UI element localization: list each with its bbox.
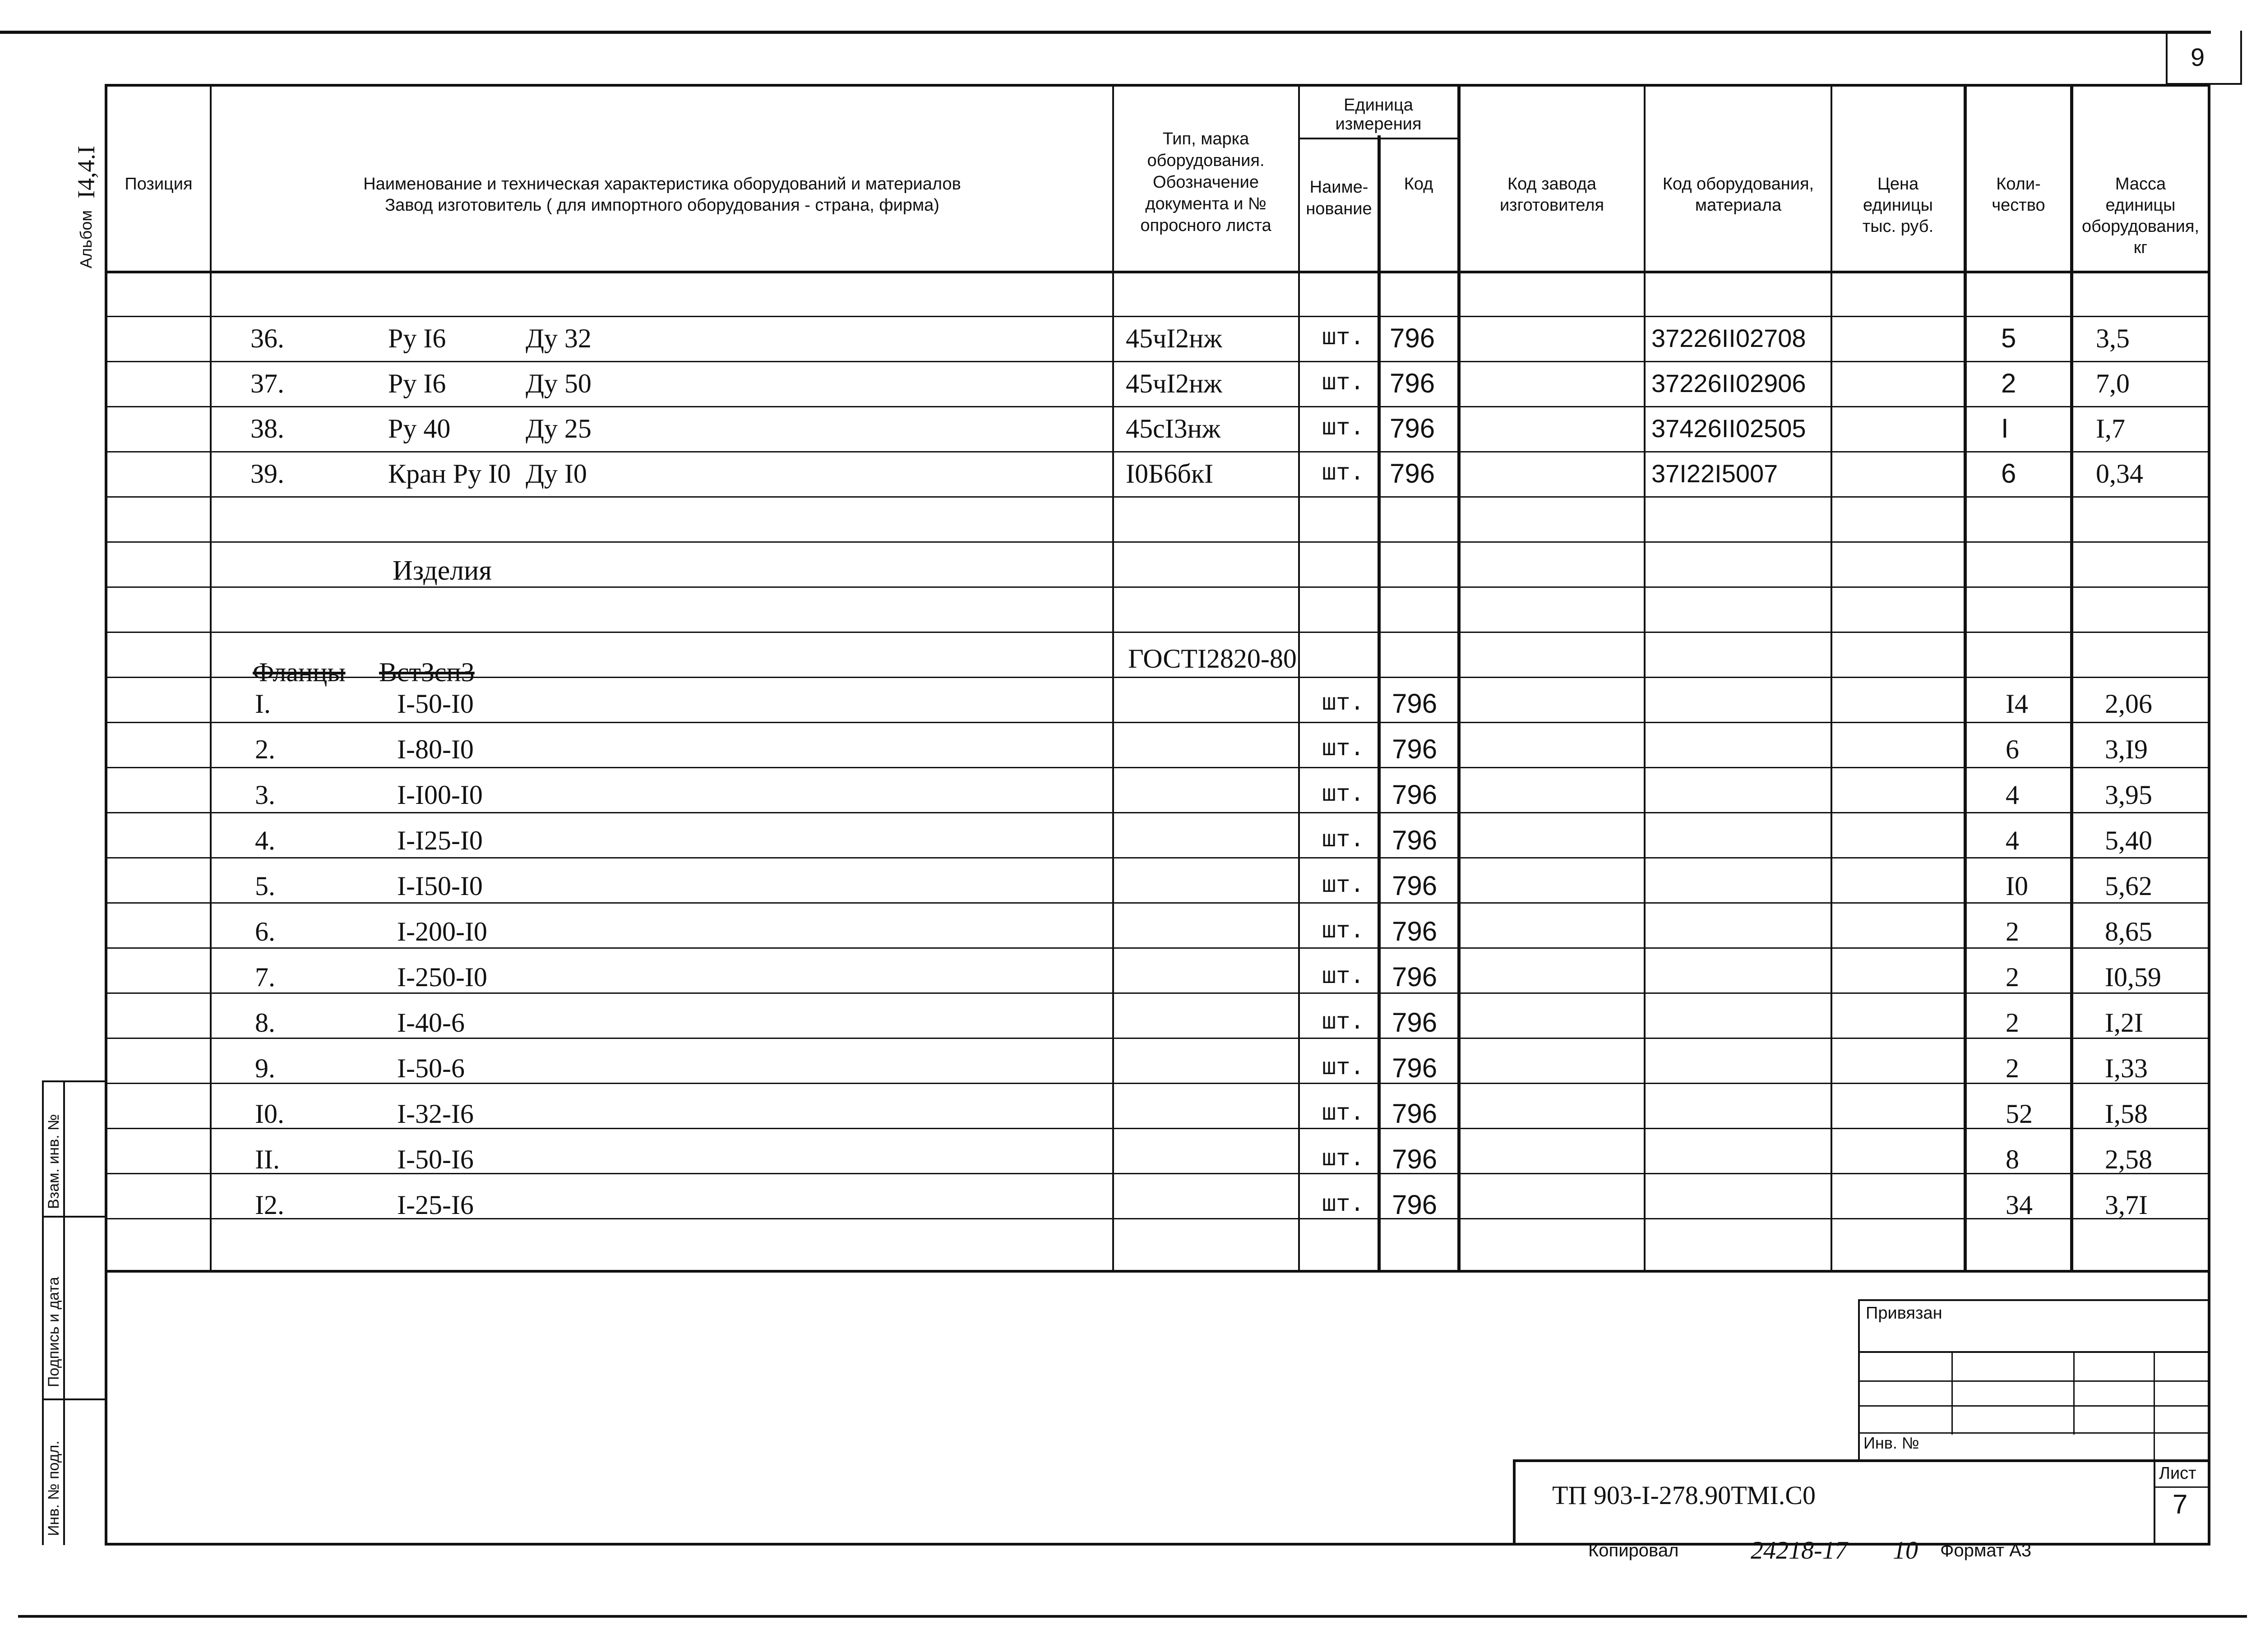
col-line-plant — [1457, 84, 1461, 1272]
row-mass: 0,34 — [2096, 459, 2143, 489]
row-name: Ру 40 — [388, 414, 451, 443]
side-stamp-top — [42, 1080, 106, 1082]
flange-unit: шт. — [1322, 918, 1364, 945]
flange-unit: шт. — [1322, 690, 1364, 717]
row-qty: 5 — [2001, 323, 2016, 353]
header-bottom-line — [105, 271, 2210, 273]
flange-name: I-25-I6 — [397, 1190, 474, 1220]
side-stamp-sep1 — [42, 1216, 106, 1218]
row-qty: 2 — [2001, 368, 2016, 398]
flange-number: 3. — [255, 780, 275, 810]
flange-qty: I0 — [2006, 871, 2028, 901]
title-block-left — [1513, 1459, 1516, 1545]
flange-number: I0. — [255, 1099, 284, 1129]
flange-name: I-I50-I0 — [397, 871, 483, 901]
row-type: 45сI3нж — [1126, 414, 1221, 443]
flange-number: 2. — [255, 734, 275, 764]
stamp-inv-no: Инв. № — [1863, 1434, 1919, 1452]
flange-qty: 34 — [2006, 1190, 2033, 1220]
row-separator — [105, 316, 2210, 317]
header-unit-l1: Единица — [1344, 96, 1413, 115]
sheet-box-right — [2240, 31, 2242, 85]
row-separator — [105, 541, 2210, 543]
header-qty-l2: чество — [1992, 196, 2045, 215]
header-position: Позиция — [125, 175, 193, 194]
row-dn: Ду 25 — [526, 414, 592, 443]
flange-mass: 3,95 — [2105, 780, 2152, 810]
row-type: I0Б6бкI — [1126, 459, 1214, 489]
flange-mass: I0,59 — [2105, 962, 2161, 992]
album-label: Альбом — [77, 210, 95, 268]
header-type-l1: Тип, марка — [1162, 129, 1249, 148]
flange-qty: 2 — [2006, 1053, 2019, 1083]
flange-number: 5. — [255, 871, 275, 901]
flange-name: I-200-I0 — [397, 917, 487, 946]
flange-qty: 2 — [2006, 917, 2019, 946]
header-price-l2: единицы — [1863, 196, 1933, 215]
header-mass-l3: оборудования, — [2081, 217, 2200, 236]
frame-left — [105, 84, 107, 1546]
row-unit: шт. — [1322, 370, 1364, 397]
flange-name: I-I00-I0 — [397, 780, 483, 810]
col-line-pos — [210, 84, 212, 1272]
row-number: 39. — [250, 459, 284, 489]
row-code: 796 — [1390, 413, 1435, 443]
flange-number: 7. — [255, 962, 275, 992]
side-stamp-divider — [63, 1080, 65, 1545]
col-line-code — [1378, 135, 1381, 1272]
album-number: I4,4.I — [73, 146, 100, 198]
row-separator — [105, 632, 2210, 633]
row-unit: шт. — [1322, 325, 1364, 351]
header-qty-l1: Коли- — [1996, 175, 2041, 194]
row-separator — [105, 496, 2210, 498]
flange-unit: шт. — [1322, 781, 1364, 808]
row-equip-code: 37I22I5007 — [1651, 459, 1778, 488]
flange-qty: 6 — [2006, 734, 2019, 764]
row-separator — [105, 812, 2210, 813]
row-separator — [105, 947, 2210, 949]
row-name: Ру I6 — [388, 369, 446, 398]
row-qty: 6 — [2001, 458, 2016, 489]
row-equip-code: 37226II02906 — [1651, 369, 1806, 397]
row-separator — [105, 451, 2210, 452]
flange-qty: 2 — [2006, 1008, 2019, 1038]
row-mass: 3,5 — [2096, 323, 2130, 353]
row-separator — [105, 406, 2210, 407]
flange-unit: шт. — [1322, 1191, 1364, 1218]
flange-mass: 5,40 — [2105, 826, 2152, 855]
row-type: 45чI2нж — [1126, 323, 1222, 353]
flange-number: I. — [255, 689, 271, 719]
header-unit-l2: измерения — [1335, 115, 1422, 134]
flange-number: 6. — [255, 917, 275, 946]
title-block-sheet-mid — [2154, 1486, 2209, 1488]
flange-unit: шт. — [1322, 736, 1364, 762]
stamp-col-1 — [1951, 1351, 1953, 1435]
header-equip-l2: материала — [1695, 196, 1782, 215]
flange-qty: 4 — [2006, 780, 2019, 810]
col-line-type — [1112, 84, 1114, 1272]
row-mass: I,7 — [2096, 414, 2125, 443]
stamp-privyazan-top — [1858, 1299, 2209, 1301]
row-number: 36. — [250, 323, 284, 353]
row-separator — [105, 586, 2210, 588]
flange-number: 9. — [255, 1053, 275, 1083]
flange-unit: шт. — [1322, 872, 1364, 899]
flange-unit: шт. — [1322, 964, 1364, 990]
flange-name: I-250-I0 — [397, 962, 487, 992]
flange-name: I-32-I6 — [397, 1099, 474, 1129]
header-type-l4: документа и № — [1145, 194, 1267, 213]
row-separator — [105, 767, 2210, 768]
header-price-l1: Цена — [1877, 175, 1919, 194]
flange-code: 796 — [1392, 688, 1438, 719]
header-mass-l4: кг — [2133, 238, 2148, 257]
row-equip-code: 37226II02708 — [1651, 324, 1806, 352]
row-dn: Ду 32 — [526, 323, 592, 353]
flange-name: I-50-6 — [397, 1053, 465, 1083]
flange-code: 796 — [1392, 1053, 1438, 1083]
flange-name: I-I25-I0 — [397, 826, 483, 855]
flange-number: 8. — [255, 1008, 275, 1038]
flange-code: 796 — [1392, 780, 1438, 810]
col-line-mass — [2070, 84, 2073, 1272]
flange-number: II. — [255, 1144, 280, 1174]
header-name-line1: Наименование и техническая характеристика оборудований и материалов — [363, 175, 961, 194]
row-dn: Ду I0 — [526, 459, 587, 489]
header-mass-l2: единицы — [2105, 196, 2176, 215]
row-unit: шт. — [1322, 460, 1364, 487]
flange-mass: 3,7I — [2105, 1190, 2148, 1220]
header-unit-name-l2: нование — [1306, 199, 1372, 218]
row-separator — [105, 857, 2210, 858]
footer-format: Формат А3 — [1940, 1541, 2032, 1560]
side-podpis: Подпись и дата — [45, 1277, 62, 1387]
flange-mass: I,2I — [2105, 1008, 2143, 1038]
flange-code: 796 — [1392, 1007, 1438, 1038]
flanges-title: Фланцы — [253, 657, 346, 687]
footer-number2: 10 — [1893, 1537, 1918, 1564]
title-block-top — [1513, 1459, 2209, 1462]
stamp-sheet-label: Лист — [2159, 1464, 2196, 1483]
flanges-gost: ГОСТI2820-80 — [1128, 644, 1297, 674]
side-stamp-sep2 — [42, 1398, 106, 1400]
row-type: 45чI2нж — [1126, 369, 1222, 398]
header-unit-name-l1: Наиме- — [1309, 178, 1368, 197]
frame-inner-top — [105, 84, 2210, 87]
flange-code: 796 — [1392, 734, 1438, 764]
row-name: Кран Ру I0 — [388, 459, 511, 489]
flange-name: I-80-I0 — [397, 734, 474, 764]
flange-mass: I,33 — [2105, 1053, 2148, 1083]
row-qty: I — [2001, 413, 2009, 443]
sheet-number-top: 9 — [2191, 43, 2205, 71]
flange-mass: 2,06 — [2105, 689, 2152, 719]
flange-code: 796 — [1392, 916, 1438, 946]
flange-number: 4. — [255, 826, 275, 855]
row-name: Ру I6 — [388, 323, 446, 353]
row-dn: Ду 50 — [526, 369, 592, 398]
flange-code: 796 — [1392, 1190, 1438, 1220]
section-title: Изделия — [393, 555, 492, 586]
flange-code: 796 — [1392, 962, 1438, 992]
flange-unit: шт. — [1322, 827, 1364, 854]
stamp-line-3 — [1858, 1405, 2209, 1407]
row-separator — [105, 902, 2210, 904]
row-number: 38. — [250, 414, 284, 443]
stamp-doc-code: ТП 903-I-278.90ТМI.С0 — [1552, 1481, 1816, 1510]
row-unit: шт. — [1322, 415, 1364, 442]
header-unit-code: Код — [1404, 175, 1433, 194]
flange-name: I-50-I6 — [397, 1144, 474, 1174]
row-mass: 7,0 — [2096, 369, 2130, 398]
title-block-sheet-left — [2154, 1459, 2155, 1545]
side-inv-podl: Инв. № подл. — [45, 1440, 62, 1536]
table-bottom-line — [105, 1270, 2210, 1273]
header-mass-l1: Масса — [2115, 175, 2166, 194]
flange-number: I2. — [255, 1190, 284, 1220]
col-line-equip — [1644, 84, 1646, 1272]
header-type-l2: оборудования. — [1147, 151, 1265, 170]
flange-name: I-50-I0 — [397, 689, 474, 719]
sheet-box-left — [2166, 31, 2168, 85]
page-bottom-rule — [18, 1615, 2247, 1618]
frame-top — [0, 31, 2211, 34]
stamp-privyazan: Привязан — [1866, 1304, 1942, 1323]
flange-code: 796 — [1392, 825, 1438, 855]
flange-qty: 52 — [2006, 1099, 2033, 1129]
col-line-unit — [1298, 84, 1300, 1272]
row-code: 796 — [1390, 323, 1435, 353]
side-stamp-left — [42, 1080, 44, 1545]
header-type-l3: Обозначение — [1152, 173, 1259, 192]
row-separator — [105, 361, 2210, 362]
sheet-box-bottom — [2166, 83, 2242, 85]
header-type-l5: опросного листа — [1140, 216, 1271, 235]
header-price-l3: тыс. руб. — [1862, 217, 1934, 236]
flange-code: 796 — [1392, 871, 1438, 901]
stamp-sheet-no: 7 — [2173, 1489, 2188, 1519]
stamp-col-2 — [2073, 1351, 2075, 1435]
header-equip-l1: Код оборудования, — [1662, 175, 1814, 194]
stamp-line-2 — [1858, 1380, 2209, 1382]
flange-mass: 3,I9 — [2105, 734, 2148, 764]
flange-unit: шт. — [1322, 1055, 1364, 1081]
flange-code: 796 — [1392, 1144, 1438, 1174]
side-vzam: Взам. инв. № — [45, 1114, 62, 1209]
row-separator — [105, 722, 2210, 723]
row-code: 796 — [1390, 458, 1435, 489]
header-plant-l2: изготовителя — [1499, 196, 1604, 215]
flange-mass: 2,58 — [2105, 1144, 2152, 1174]
flange-unit: шт. — [1322, 1146, 1364, 1172]
flange-mass: I,58 — [2105, 1099, 2148, 1129]
unit-header-line — [1298, 138, 1457, 139]
col-line-qty — [1964, 84, 1967, 1272]
flange-qty: 2 — [2006, 962, 2019, 992]
header-name-line2: Завод изготовитель ( для импортного оборудования - страна, фирма) — [385, 196, 939, 215]
header-plant-l1: Код завода — [1507, 175, 1597, 194]
flange-qty: 4 — [2006, 826, 2019, 855]
footer-number: 24218-17 — [1751, 1537, 1848, 1564]
flange-unit: шт. — [1322, 1009, 1364, 1036]
flange-code: 796 — [1392, 1098, 1438, 1129]
frame-right — [2208, 84, 2210, 1546]
col-line-price — [1831, 84, 1832, 1272]
flange-name: I-40-6 — [397, 1008, 465, 1038]
flange-mass: 5,62 — [2105, 871, 2152, 901]
row-number: 37. — [250, 369, 284, 398]
flange-unit: шт. — [1322, 1100, 1364, 1127]
flange-mass: 8,65 — [2105, 917, 2152, 946]
flange-qty: 8 — [2006, 1144, 2019, 1174]
stamp-line-1 — [1858, 1351, 2209, 1353]
footer-copied: Копировал — [1588, 1541, 1679, 1560]
flange-qty: I4 — [2006, 689, 2028, 719]
flanges-material: ВстЗсп3 — [379, 657, 475, 687]
row-equip-code: 37426II02505 — [1651, 414, 1806, 443]
stamp-col-3 — [2154, 1351, 2155, 1462]
row-code: 796 — [1390, 368, 1435, 398]
